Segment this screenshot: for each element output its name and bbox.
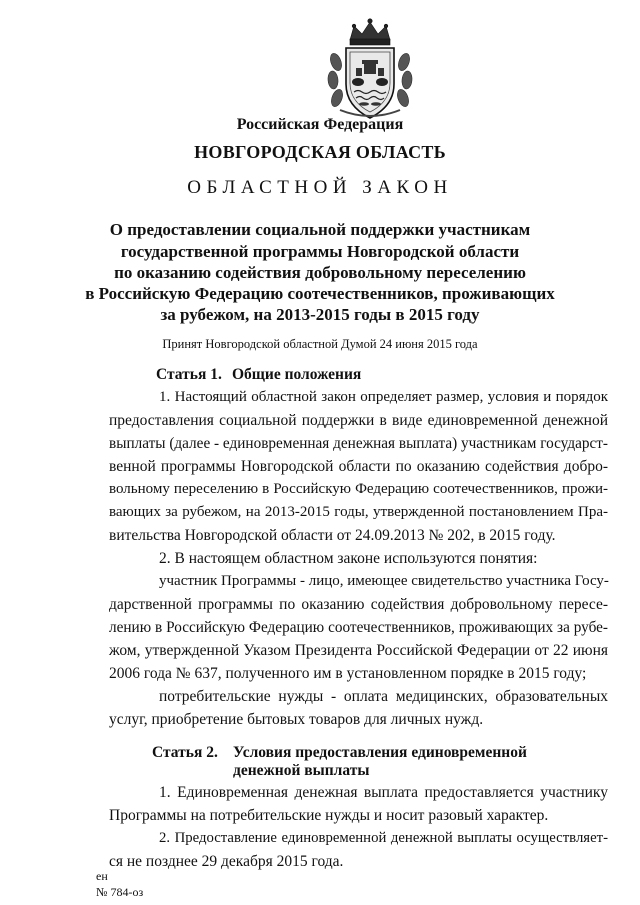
article-2-title-line: денежной выплаты	[233, 762, 370, 779]
paragraph-line: жом, утвержденной Указом Президента Российской Федерации от 22 июня	[109, 642, 608, 659]
paragraph-line: вающих за рубежом, на 2013-2015 годы, утвержденной постановлением Пра-	[109, 504, 608, 520]
document-type: ОБЛАСТНОЙ ЗАКОН	[187, 177, 453, 198]
footer-law-number: № 784-оз	[96, 885, 144, 899]
paragraph-line: 1. Настоящий областной закон определяет размер, условия и порядок	[159, 389, 608, 405]
country-name: Российская Федерация	[236, 116, 404, 133]
paragraph-line: вительства Новгородской области от 24.09.2013 № 202, в 2015 году.	[109, 527, 556, 544]
paragraph-line: выплаты (далее - единовременная денежная выплата) участникам государст-	[109, 435, 608, 452]
paragraph-line: предоставления социальной поддержки в виде единовременной денежной	[109, 412, 608, 429]
article-2-label: Статья 2.	[152, 744, 218, 761]
law-title-line: за рубежом, на 2013-2015 годы в 2015 году	[160, 305, 480, 324]
paragraph-line: потребительские нужды - оплата медицинских, образовательных	[159, 688, 608, 705]
coat-of-arms-emblem	[326, 18, 414, 122]
article-2-title-line: Условия предоставления единовременной	[233, 744, 527, 761]
paragraph-line: участник Программы - лицо, имеющее свидетельство участника Госу-	[159, 573, 609, 589]
paragraph-line: вольному переселению в Российскую Федерацию соотечественников, прожи-	[109, 481, 608, 497]
law-title-line: О предоставлении социальной поддержки участникам	[109, 220, 531, 239]
adoption-note: Принят Новгородской областной Думой 24 июня 2015 года	[162, 337, 478, 351]
article-1-label: Статья 1.	[156, 366, 222, 383]
paragraph-line: услуг, приобретение бытовых товаров для личных нужд.	[109, 711, 484, 728]
paragraph-line: ся не позднее 29 декабря 2015 года.	[109, 853, 344, 870]
law-title-line: по оказанию содействия добровольному переселению	[114, 263, 526, 282]
region-name: НОВГОРОДСКАЯ ОБЛАСТЬ	[194, 142, 446, 162]
paragraph-line: 2006 года № 637, полученного им в установленном порядке в 2015 году;	[109, 665, 587, 682]
footer-initials: ен	[96, 869, 108, 883]
paragraph-line: 2. В настоящем областном законе используются понятия:	[159, 550, 538, 567]
paragraph-line: 1. Единовременная денежная выплата предоставляется участнику	[159, 784, 608, 801]
paragraph-line: лению в Российскую Федерацию соотечественников, проживающих за рубе-	[109, 619, 608, 636]
paragraph-line: 2. Предоставление единовременной денежной выплаты осуществляет-	[159, 830, 608, 846]
law-title-line: в Российскую Федерацию соотечественников, проживающих	[85, 284, 555, 303]
paragraph-line: дарственной программы по оказанию содействия добровольному пересе-	[109, 596, 608, 613]
paragraph-line: венной программы Новгородской области по оказанию содействия добро-	[109, 458, 608, 475]
article-1-title: Общие положения	[232, 366, 362, 383]
paragraph-line: Программы на потребительские нужды и носит разовый характер.	[109, 807, 549, 824]
law-title-line: государственной программы Новгородской области	[120, 242, 520, 261]
